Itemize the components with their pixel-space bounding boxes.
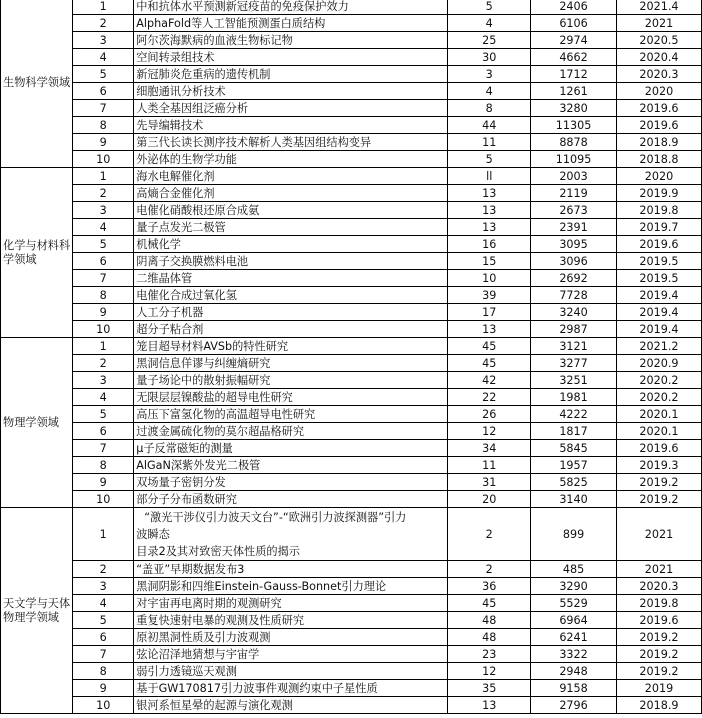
table-row bbox=[1, 100, 702, 117]
title-line: 波瞬态 bbox=[136, 527, 170, 541]
rank-cell: 5 bbox=[73, 612, 134, 629]
table-row bbox=[1, 49, 702, 66]
core-paper-count-cell: 17 bbox=[448, 304, 531, 321]
citation-count-cell: 11095 bbox=[531, 151, 617, 168]
core-paper-count-cell: 39 bbox=[448, 287, 531, 304]
citation-count-cell: 1817 bbox=[531, 423, 617, 440]
core-paper-count-cell: 13 bbox=[448, 185, 531, 202]
title-cell: 人类全基因组泛癌分析 bbox=[134, 100, 448, 117]
table-row bbox=[1, 321, 702, 338]
citation-count-cell: 2987 bbox=[531, 321, 617, 338]
title-line: 目录2及其对致密天体性质的揭示 bbox=[136, 544, 300, 558]
title-cell: 先导编辑技术 bbox=[134, 117, 448, 134]
mean-year-cell: 2020.1 bbox=[616, 406, 701, 423]
core-paper-count-cell: 11 bbox=[448, 457, 531, 474]
rank-cell: 10 bbox=[73, 151, 134, 168]
field-name-cell: 天文学与天体物理学领域 bbox=[1, 508, 73, 714]
core-paper-count-cell: 34 bbox=[448, 440, 531, 457]
mean-year-cell: 2019.2 bbox=[616, 663, 701, 680]
core-paper-count-cell: 45 bbox=[448, 355, 531, 372]
table-row bbox=[1, 236, 702, 253]
table-row bbox=[1, 423, 702, 440]
citation-count-cell: 5825 bbox=[531, 474, 617, 491]
title-cell: 弦论沼泽地猜想与宇宙学 bbox=[134, 646, 448, 663]
core-paper-count-cell: 44 bbox=[448, 117, 531, 134]
table-row bbox=[1, 457, 702, 474]
mean-year-cell: 2020 bbox=[616, 83, 701, 100]
core-paper-count-cell: 23 bbox=[448, 646, 531, 663]
title-cell: 笼目超导材料AVSb的特性研究 bbox=[134, 338, 448, 355]
mean-year-cell: 2020.9 bbox=[616, 355, 701, 372]
citation-count-cell: 1712 bbox=[531, 66, 617, 83]
rank-cell: 8 bbox=[73, 457, 134, 474]
citation-count-cell: 2391 bbox=[531, 219, 617, 236]
rank-cell: 4 bbox=[73, 595, 134, 612]
core-paper-count-cell: 31 bbox=[448, 474, 531, 491]
mean-year-cell: 2019.5 bbox=[616, 253, 701, 270]
mean-year-cell: 2019.7 bbox=[616, 219, 701, 236]
citation-count-cell: 3140 bbox=[531, 491, 617, 508]
citation-count-cell: 2406 bbox=[531, 0, 617, 15]
core-paper-count-cell: 13 bbox=[448, 219, 531, 236]
rank-cell: 1 bbox=[73, 0, 134, 15]
title-cell: 细胞通讯分析技术 bbox=[134, 83, 448, 100]
rank-cell: 7 bbox=[73, 270, 134, 287]
table-row bbox=[1, 219, 702, 236]
rank-cell: 5 bbox=[73, 236, 134, 253]
citation-count-cell: 1981 bbox=[531, 389, 617, 406]
title-cell: 量子场论中的散射振幅研究 bbox=[134, 372, 448, 389]
citation-count-cell: 11305 bbox=[531, 117, 617, 134]
title-cell: 过渡金属硫化物的莫尔超晶格研究 bbox=[134, 423, 448, 440]
citation-count-cell: 8878 bbox=[531, 134, 617, 151]
rank-cell: 6 bbox=[73, 83, 134, 100]
rank-cell: 5 bbox=[73, 406, 134, 423]
core-paper-count-cell: 13 bbox=[448, 321, 531, 338]
title-cell: 高压下富氢化物的高温超导电性研究 bbox=[134, 406, 448, 423]
mean-year-cell: 2021 bbox=[616, 561, 701, 578]
citation-count-cell: 4662 bbox=[531, 49, 617, 66]
title-cell: AlphaFold等人工智能预测蛋白质结构 bbox=[134, 15, 448, 32]
citation-count-cell: 2796 bbox=[531, 697, 617, 714]
table-row bbox=[1, 491, 702, 508]
title-cell: 基于GW170817引力波事件观测约束中子星性质 bbox=[134, 680, 448, 697]
citation-count-cell: 3240 bbox=[531, 304, 617, 321]
title-cell: 超分子粘合剂 bbox=[134, 321, 448, 338]
core-paper-count-cell: 8 bbox=[448, 100, 531, 117]
core-paper-count-cell: 13 bbox=[448, 697, 531, 714]
table-row bbox=[1, 440, 702, 457]
mean-year-cell: 2019.2 bbox=[616, 491, 701, 508]
citation-count-cell: 4222 bbox=[531, 406, 617, 423]
mean-year-cell: 2018.9 bbox=[616, 697, 701, 714]
core-paper-count-cell: 12 bbox=[448, 423, 531, 440]
title-cell: 无限层层镍酸盐的超导电性研究 bbox=[134, 389, 448, 406]
rank-cell: 8 bbox=[73, 287, 134, 304]
mean-year-cell: 2019.6 bbox=[616, 440, 701, 457]
core-paper-count-cell: 11 bbox=[448, 134, 531, 151]
field-name-cell: 化学与材料科学领域 bbox=[1, 168, 73, 338]
rank-cell: 4 bbox=[73, 219, 134, 236]
rank-cell: 9 bbox=[73, 134, 134, 151]
rank-cell: 6 bbox=[73, 629, 134, 646]
mean-year-cell: 2019 bbox=[616, 680, 701, 697]
mean-year-cell: 2020.4 bbox=[616, 49, 701, 66]
table-row bbox=[1, 202, 702, 219]
core-paper-count-cell: 15 bbox=[448, 253, 531, 270]
table-body bbox=[1, 0, 702, 714]
table-row bbox=[1, 561, 702, 578]
citation-count-cell: 5529 bbox=[531, 595, 617, 612]
table-row bbox=[1, 253, 702, 270]
rank-cell: 2 bbox=[73, 561, 134, 578]
field-name-cell: 生物科学领域 bbox=[1, 0, 73, 168]
mean-year-cell: 2018.9 bbox=[616, 134, 701, 151]
core-paper-count-cell: 42 bbox=[448, 372, 531, 389]
title-cell: 电催化合成过氧化氢 bbox=[134, 287, 448, 304]
rank-cell: 2 bbox=[73, 15, 134, 32]
title-cell: 重复快速射电暴的观测及性质研究 bbox=[134, 612, 448, 629]
table-row bbox=[1, 66, 702, 83]
rank-cell: 2 bbox=[73, 355, 134, 372]
rank-cell: 4 bbox=[73, 389, 134, 406]
core-paper-count-cell: 25 bbox=[448, 32, 531, 49]
core-paper-count-cell: 45 bbox=[448, 338, 531, 355]
citation-count-cell: 9158 bbox=[531, 680, 617, 697]
citation-count-cell: 6241 bbox=[531, 629, 617, 646]
title-cell: 部分子分布函数研究 bbox=[134, 491, 448, 508]
citation-count-cell: 3277 bbox=[531, 355, 617, 372]
citation-count-cell: 3322 bbox=[531, 646, 617, 663]
core-paper-count-cell: 5 bbox=[448, 151, 531, 168]
title-cell: 海水电解催化剂 bbox=[134, 168, 448, 185]
rank-cell: 1 bbox=[73, 338, 134, 355]
title-cell: 人工分子机器 bbox=[134, 304, 448, 321]
mean-year-cell: 2021.2 bbox=[616, 338, 701, 355]
rank-cell: 7 bbox=[73, 646, 134, 663]
citation-count-cell: 7728 bbox=[531, 287, 617, 304]
core-paper-count-cell: 20 bbox=[448, 491, 531, 508]
mean-year-cell: 2019.4 bbox=[616, 287, 701, 304]
table-row bbox=[1, 697, 702, 714]
mean-year-cell: 2019.4 bbox=[616, 321, 701, 338]
rank-cell: 10 bbox=[73, 491, 134, 508]
title-line: “激光干涉仪引力波天文台”-“欧洲引力波探测器”引力 bbox=[144, 510, 407, 524]
mean-year-cell: 2019.8 bbox=[616, 202, 701, 219]
citation-count-cell: 2673 bbox=[531, 202, 617, 219]
title-cell: 量子点发光二极管 bbox=[134, 219, 448, 236]
citation-count-cell: 485 bbox=[531, 561, 617, 578]
mean-year-cell: 2019.4 bbox=[616, 304, 701, 321]
title-cell: μ子反常磁矩的测量 bbox=[134, 440, 448, 457]
rank-cell: 3 bbox=[73, 578, 134, 595]
citation-count-cell: 2119 bbox=[531, 185, 617, 202]
table-row bbox=[1, 578, 702, 595]
citation-count-cell: 2948 bbox=[531, 663, 617, 680]
rank-cell: 9 bbox=[73, 304, 134, 321]
table-row bbox=[1, 406, 702, 423]
mean-year-cell: 2019.3 bbox=[616, 457, 701, 474]
mean-year-cell: 2020.3 bbox=[616, 66, 701, 83]
citation-count-cell: 3251 bbox=[531, 372, 617, 389]
field-name-cell: 物理学领域 bbox=[1, 338, 73, 508]
core-paper-count-cell: 48 bbox=[448, 629, 531, 646]
citation-count-cell: 3095 bbox=[531, 236, 617, 253]
core-paper-count-cell: 30 bbox=[448, 49, 531, 66]
title-cell: 弱引力透镜巡天观测 bbox=[134, 663, 448, 680]
rank-cell: 7 bbox=[73, 100, 134, 117]
citation-count-cell: 3121 bbox=[531, 338, 617, 355]
core-paper-count-cell: 22 bbox=[448, 389, 531, 406]
mean-year-cell: 2019.2 bbox=[616, 474, 701, 491]
table-row bbox=[1, 474, 702, 491]
title-cell: 原初黑洞性质及引力波观测 bbox=[134, 629, 448, 646]
title-cell: 机械化学 bbox=[134, 236, 448, 253]
mean-year-cell: 2020.3 bbox=[616, 578, 701, 595]
citation-count-cell: 1957 bbox=[531, 457, 617, 474]
title-cell: 银河系恒星晕的起源与演化观测 bbox=[134, 697, 448, 714]
rank-cell: 5 bbox=[73, 66, 134, 83]
citation-count-cell: 3096 bbox=[531, 253, 617, 270]
table-row bbox=[1, 168, 702, 185]
rank-cell: 8 bbox=[73, 663, 134, 680]
rank-cell: 10 bbox=[73, 697, 134, 714]
table-row bbox=[1, 32, 702, 49]
citation-count-cell: 2974 bbox=[531, 32, 617, 49]
core-paper-count-cell: 48 bbox=[448, 612, 531, 629]
title-cell: 新冠肺炎危重病的遗传机制 bbox=[134, 66, 448, 83]
title-cell: 对宇宙再电离时期的观测研究 bbox=[134, 595, 448, 612]
mean-year-cell: 2019.6 bbox=[616, 117, 701, 134]
core-paper-count-cell: 4 bbox=[448, 83, 531, 100]
core-paper-count-cell: 36 bbox=[448, 578, 531, 595]
table-row bbox=[1, 663, 702, 680]
rank-cell: 9 bbox=[73, 474, 134, 491]
title-cell: 黑洞信息佯谬与纠缠熵研究 bbox=[134, 355, 448, 372]
title-cell: 二维晶体管 bbox=[134, 270, 448, 287]
title-cell: 中和抗体水平预测新冠疫苗的免疫保护效力 bbox=[134, 0, 448, 15]
rank-cell: 9 bbox=[73, 680, 134, 697]
mean-year-cell: 2020 bbox=[616, 168, 701, 185]
table-row bbox=[1, 151, 702, 168]
citation-count-cell: 3280 bbox=[531, 100, 617, 117]
core-paper-count-cell: 35 bbox=[448, 680, 531, 697]
rank-cell: 7 bbox=[73, 440, 134, 457]
mean-year-cell: 2019.9 bbox=[616, 185, 701, 202]
core-paper-count-cell: 3 bbox=[448, 66, 531, 83]
core-paper-count-cell: 26 bbox=[448, 406, 531, 423]
table-row bbox=[1, 595, 702, 612]
mean-year-cell: 2020.1 bbox=[616, 423, 701, 440]
rank-cell: 4 bbox=[73, 49, 134, 66]
citation-count-cell: 2692 bbox=[531, 270, 617, 287]
citation-count-cell: 5845 bbox=[531, 440, 617, 457]
citation-count-cell: 6964 bbox=[531, 612, 617, 629]
mean-year-cell: 2019.6 bbox=[616, 100, 701, 117]
citation-count-cell: 3290 bbox=[531, 578, 617, 595]
table-row bbox=[1, 355, 702, 372]
table-row bbox=[1, 270, 702, 287]
table-row bbox=[1, 15, 702, 32]
core-paper-count-cell: ll bbox=[448, 168, 531, 185]
core-paper-count-cell: 13 bbox=[448, 202, 531, 219]
citation-count-cell: 2003 bbox=[531, 168, 617, 185]
title-cell: 外泌体的生物学功能 bbox=[134, 151, 448, 168]
mean-year-cell: 2020.2 bbox=[616, 372, 701, 389]
table-row bbox=[1, 0, 702, 15]
title-cell: 阿尔茨海默病的血液生物标记物 bbox=[134, 32, 448, 49]
rank-cell: 6 bbox=[73, 423, 134, 440]
title-cell: 高熵合金催化剂 bbox=[134, 185, 448, 202]
rank-cell: 1 bbox=[73, 508, 134, 561]
core-paper-count-cell: 4 bbox=[448, 15, 531, 32]
table-row bbox=[1, 389, 702, 406]
table-row bbox=[1, 117, 702, 134]
mean-year-cell: 2018.8 bbox=[616, 151, 701, 168]
rank-cell: 3 bbox=[73, 32, 134, 49]
table-row bbox=[1, 134, 702, 151]
title-cell: 第三代长读长测序技术解析人类基因组结构变异 bbox=[134, 134, 448, 151]
table-row bbox=[1, 629, 702, 646]
core-paper-count-cell: 5 bbox=[448, 0, 531, 15]
table-row bbox=[1, 304, 702, 321]
core-paper-count-cell: 2 bbox=[448, 561, 531, 578]
mean-year-cell: 2020.2 bbox=[616, 389, 701, 406]
mean-year-cell: 2019.2 bbox=[616, 629, 701, 646]
title-cell: AlGaN深紫外发光二极管 bbox=[134, 457, 448, 474]
rank-cell: 1 bbox=[73, 168, 134, 185]
mean-year-cell: 2019.2 bbox=[616, 646, 701, 663]
citation-count-cell: 1261 bbox=[531, 83, 617, 100]
mean-year-cell: 2019.8 bbox=[616, 595, 701, 612]
rank-cell: 6 bbox=[73, 253, 134, 270]
table-row bbox=[1, 287, 702, 304]
table-row bbox=[1, 338, 702, 355]
title-cell: “盖亚”早期数据发布3 bbox=[134, 561, 448, 578]
title-cell: 阴离子交换膜燃料电池 bbox=[134, 253, 448, 270]
core-paper-count-cell: 10 bbox=[448, 270, 531, 287]
core-paper-count-cell: 45 bbox=[448, 595, 531, 612]
table-row bbox=[1, 372, 702, 389]
citation-count-cell: 6106 bbox=[531, 15, 617, 32]
mean-year-cell: 2019.5 bbox=[616, 270, 701, 287]
table-row bbox=[1, 680, 702, 697]
table-row bbox=[1, 612, 702, 629]
mean-year-cell: 2019.6 bbox=[616, 612, 701, 629]
title-cell: 空间转录组技术 bbox=[134, 49, 448, 66]
title-cell: 双场量子密钥分发 bbox=[134, 474, 448, 491]
citation-count-cell: 899 bbox=[531, 508, 617, 561]
rank-cell: 3 bbox=[73, 372, 134, 389]
table-row bbox=[1, 646, 702, 663]
table-row bbox=[1, 83, 702, 100]
core-paper-count-cell: 16 bbox=[448, 236, 531, 253]
title-cell: 电催化硝酸根还原合成氨 bbox=[134, 202, 448, 219]
rank-cell: 8 bbox=[73, 117, 134, 134]
table-row bbox=[1, 185, 702, 202]
rank-cell: 10 bbox=[73, 321, 134, 338]
title-cell: 黑洞阴影和四维Einstein-Gauss-Bonnet引力理论 bbox=[134, 578, 448, 595]
mean-year-cell: 2020.5 bbox=[616, 32, 701, 49]
mean-year-cell: 2021 bbox=[616, 15, 701, 32]
core-paper-count-cell: 2 bbox=[448, 508, 531, 561]
core-paper-count-cell: 12 bbox=[448, 663, 531, 680]
rank-cell: 2 bbox=[73, 185, 134, 202]
rank-cell: 3 bbox=[73, 202, 134, 219]
title-cell bbox=[134, 508, 448, 561]
mean-year-cell: 2019.6 bbox=[616, 236, 701, 253]
mean-year-cell: 2021 bbox=[616, 508, 701, 561]
table-row bbox=[1, 508, 702, 561]
mean-year-cell: 2021.4 bbox=[616, 0, 701, 15]
